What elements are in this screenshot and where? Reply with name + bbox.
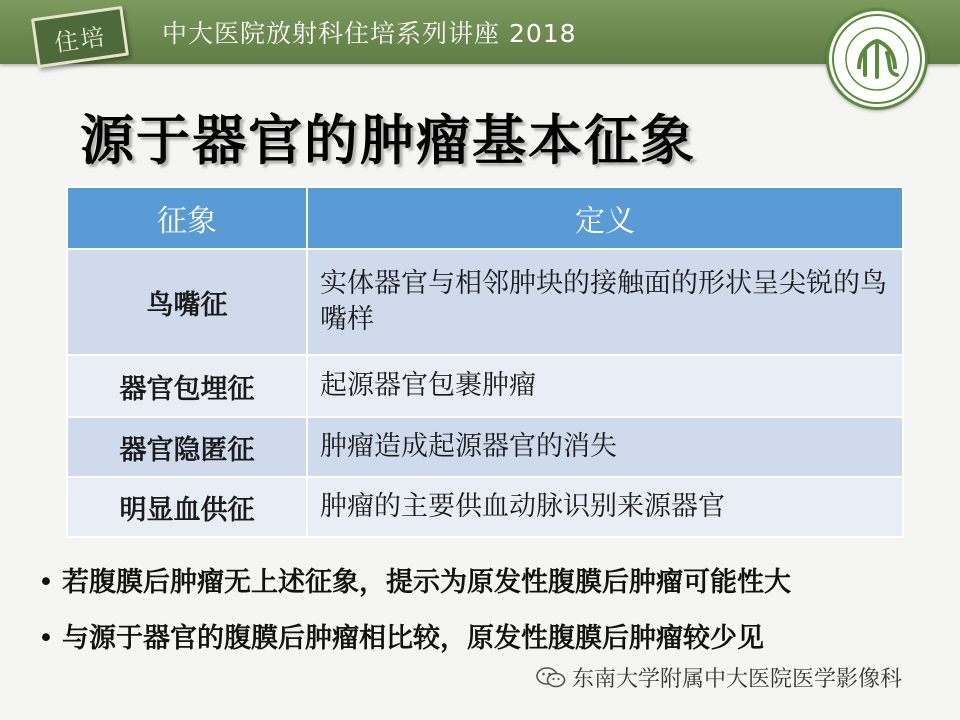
series-title: 中大医院放射科住培系列讲座 2018	[162, 19, 577, 48]
sign-cell: 明显血供征	[67, 477, 307, 537]
table-row	[67, 249, 903, 355]
bullet-text: 与源于器官的腹膜后肿瘤相比较，原发性腹膜后肿瘤较少见	[62, 623, 764, 654]
slide-title: 源于器官的肿瘤基本征象	[80, 109, 696, 172]
definition-cell: 肿瘤造成起源器官的消失	[307, 417, 903, 477]
bullet-dot-icon: •	[38, 623, 54, 654]
badge-text: 住培	[52, 21, 109, 57]
wechat-icon	[536, 666, 566, 690]
bullet-list	[38, 560, 791, 672]
university-seal-icon	[826, 8, 928, 110]
watermark	[536, 662, 902, 693]
sign-cell: 器官隐匿征	[67, 417, 307, 477]
bullet-dot-icon: •	[38, 567, 54, 598]
table-header-row	[67, 187, 903, 249]
column-header-sign: 征象	[67, 187, 307, 249]
table-row	[67, 417, 903, 477]
definition-cell: 肿瘤的主要供血动脉识别来源器官	[307, 477, 903, 537]
table-row	[67, 477, 903, 537]
bullet-text: 若腹膜后肿瘤无上述征象，提示为原发性腹膜后肿瘤可能性大	[62, 567, 791, 598]
definition-cell: 起源器官包裹肿瘤	[307, 355, 903, 417]
column-header-definition: 定义	[307, 187, 903, 249]
sign-cell: 器官包埋征	[67, 355, 307, 417]
sign-cell: 鸟嘴征	[67, 249, 307, 355]
list-item	[38, 560, 791, 616]
watermark-text: 东南大学附属中大医院医学影像科	[572, 667, 903, 692]
residency-badge	[31, 6, 129, 68]
table-row	[67, 355, 903, 417]
header-bar	[0, 0, 960, 64]
signs-table	[66, 186, 904, 538]
definition-cell: 实体器官与相邻肿块的接触面的形状呈尖锐的鸟嘴样	[307, 249, 903, 355]
